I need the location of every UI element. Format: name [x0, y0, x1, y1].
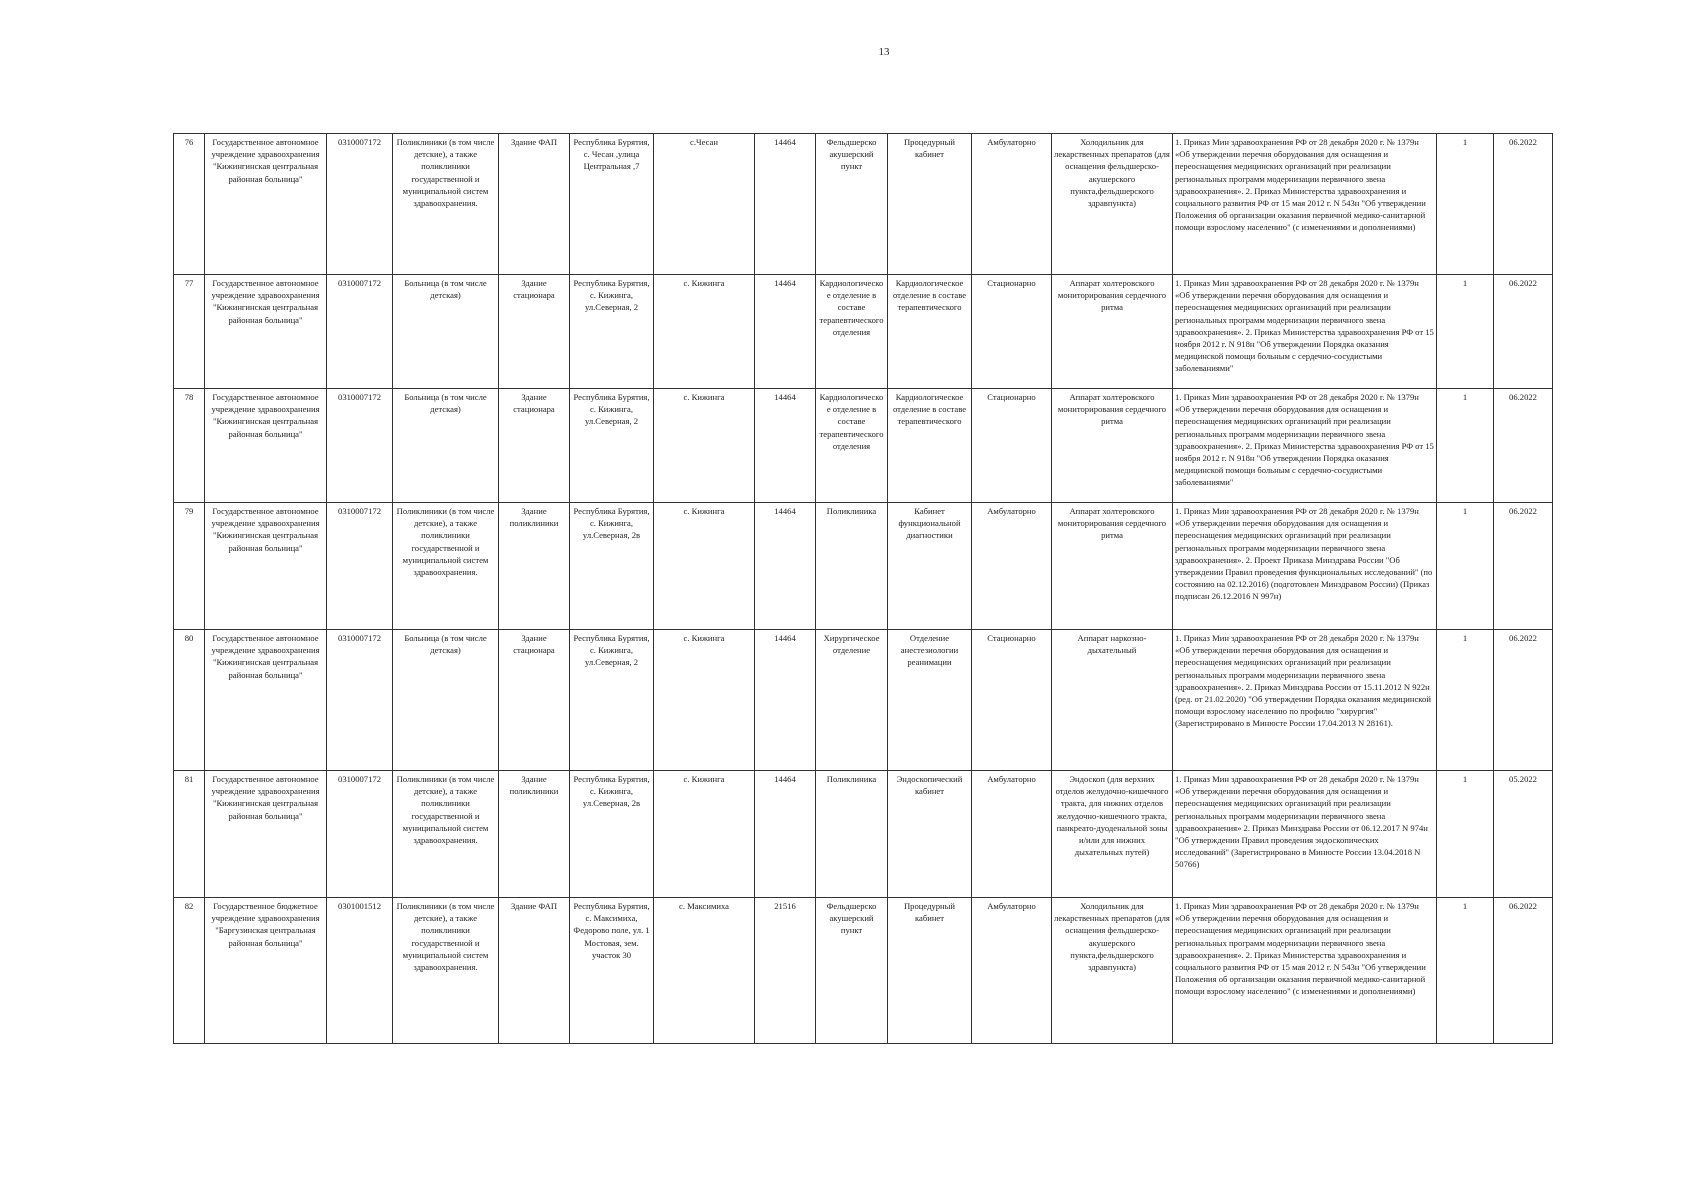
- cell-unit: Фельдшерско акушерский пункт: [816, 898, 888, 1044]
- cell-equipment: Аппарат холтеровского мониторирования сердечного ритма: [1052, 389, 1173, 503]
- cell-unit: Поликлиника: [816, 503, 888, 630]
- cell-building: Здание поликлиники: [499, 771, 570, 898]
- cell-equipment: Эндоскоп (для верхних отделов желудочно-кишечного тракта, для нижних отделов желудочно-кишечного тракта, панкреато-дуоденальной зоны и/или для нижних дыхательных путей): [1052, 771, 1173, 898]
- table-row: [174, 771, 1553, 898]
- cell-legal-basis: 1. Приказ Мин здравоохранения РФ от 28 декабря 2020 г. № 1379н «Об утверждении перечня оборудования для оснащения и переоснащения медицинских организаций при реализации региональных программ модернизации первичного звена здравоохранения». 2. Приказ Министерства здравоохранения и социального развития РФ от 15 мая 2012 г. N 543н "Об утверждении Положения об организации оказания первичной медико-санитарной помощи взрослому населению" (с изменениями и дополнениями): [1173, 898, 1437, 1044]
- cell-quantity: 1: [1437, 275, 1494, 389]
- cell-unit: Кардиологическое отделение в составе терапевтического отделения: [816, 389, 888, 503]
- cell-equipment: Холодильник для лекарственных препаратов (для оснащения фельдшерско-акушерского пункта,фельдшерского здравпункта): [1052, 134, 1173, 275]
- cell-address: Республика Бурятия, с. Чесан ,улица Центральная ,7: [570, 134, 654, 275]
- cell-care-type: Амбулаторно: [972, 134, 1052, 275]
- table-row: [174, 275, 1553, 389]
- cell-organization: Государственное автономное учреждение здравоохранения "Кижингинская центральная районная больница": [205, 771, 327, 898]
- cell-room: Кабинет функциональной диагностики: [888, 503, 972, 630]
- cell-facility-type: Больница (в том числе детская): [393, 275, 499, 389]
- cell-room: Процедурный кабинет: [888, 134, 972, 275]
- cell-facility-type: Поликлиники (в том числе детские), а также поликлиники государственной и муниципальной систем здравоохранения.: [393, 898, 499, 1044]
- cell-oktmo: 14464: [755, 503, 816, 630]
- cell-room: Кардиологическое отделение в составе терапевтического: [888, 275, 972, 389]
- cell-equipment: Аппарат холтеровского мониторирования сердечного ритма: [1052, 503, 1173, 630]
- cell-address: Республика Бурятия, с. Кижинга, ул.Северная, 2: [570, 275, 654, 389]
- cell-equipment: Аппарат наркозно-дыхательный: [1052, 630, 1173, 771]
- cell-building: Здание поликлиники: [499, 503, 570, 630]
- cell-care-type: Амбулаторно: [972, 771, 1052, 898]
- cell-quantity: 1: [1437, 898, 1494, 1044]
- cell-legal-basis: 1. Приказ Мин здравоохранения РФ от 28 декабря 2020 г. № 1379н «Об утверждении перечня оборудования для оснащения и переоснащения медицинских организаций при реализации региональных программ модернизации первичного звена здравоохранения». 2. Приказ Министерства здравоохранения и социального развития РФ от 15 мая 2012 г. N 543н "Об утверждении Положения об организации оказания первичной медико-санитарной помощи взрослому населению" (с изменениями и дополнениями): [1173, 134, 1437, 275]
- cell-code: 0310007172: [327, 389, 393, 503]
- table-row: [174, 630, 1553, 771]
- table-row: [174, 898, 1553, 1044]
- cell-legal-basis: 1. Приказ Мин здравоохранения РФ от 28 декабря 2020 г. № 1379н «Об утверждении перечня оборудования для оснащения и переоснащения медицинских организаций при реализации региональных программ модернизации первичного звена здравоохранения». 2. Приказ Минздрава России от 15.11.2012 N 922н (ред. от 21.02.2020) "Об утверждении Порядка оказания медицинской помощи взрослому населению по профилю "хирургия" (Зарегистрировано в Минюсте России 17.04.2013 N 28161).: [1173, 630, 1437, 771]
- table-row: [174, 503, 1553, 630]
- cell-organization: Государственное автономное учреждение здравоохранения "Кижингинская центральная районная больница": [205, 134, 327, 275]
- cell-locality: с. Кижинга: [654, 771, 755, 898]
- cell-care-type: Амбулаторно: [972, 898, 1052, 1044]
- cell-number: 81: [174, 771, 205, 898]
- cell-date: 05.2022: [1494, 771, 1553, 898]
- cell-oktmo: 14464: [755, 630, 816, 771]
- cell-building: Здание ФАП: [499, 898, 570, 1044]
- cell-quantity: 1: [1437, 771, 1494, 898]
- cell-number: 82: [174, 898, 205, 1044]
- cell-unit: Кардиологическое отделение в составе терапевтического отделения: [816, 275, 888, 389]
- cell-room: Кардиологическое отделение в составе терапевтического: [888, 389, 972, 503]
- cell-oktmo: 21516: [755, 898, 816, 1044]
- cell-equipment: Аппарат холтеровского мониторирования сердечного ритма: [1052, 275, 1173, 389]
- cell-code: 0310007172: [327, 275, 393, 389]
- cell-locality: с.Чесан: [654, 134, 755, 275]
- cell-locality: с. Кижинга: [654, 389, 755, 503]
- cell-oktmo: 14464: [755, 389, 816, 503]
- cell-organization: Государственное автономное учреждение здравоохранения "Кижингинская центральная районная больница": [205, 630, 327, 771]
- cell-date: 06.2022: [1494, 898, 1553, 1044]
- cell-care-type: Стационарно: [972, 389, 1052, 503]
- cell-building: Здание стационара: [499, 275, 570, 389]
- cell-oktmo: 14464: [755, 275, 816, 389]
- cell-organization: Государственное автономное учреждение здравоохранения "Кижингинская центральная районная больница": [205, 275, 327, 389]
- cell-date: 06.2022: [1494, 275, 1553, 389]
- page-number: 13: [878, 46, 890, 58]
- cell-quantity: 1: [1437, 134, 1494, 275]
- cell-unit: Хирургическое отделение: [816, 630, 888, 771]
- cell-care-type: Стационарно: [972, 275, 1052, 389]
- cell-building: Здание стационара: [499, 389, 570, 503]
- cell-code: 0310007172: [327, 503, 393, 630]
- cell-legal-basis: 1. Приказ Мин здравоохранения РФ от 28 декабря 2020 г. № 1379н «Об утверждении перечня оборудования для оснащения и переоснащения медицинских организаций при реализации региональных программ модернизации первичного звена здравоохранения». 2. Проект Приказа Минздрава России "Об утверждении Правил проведения функциональных исследований" (по состоянию на 02.12.2016) (подготовлен Минздравом России) (Приказ подписан 26.12.2016 N 997н): [1173, 503, 1437, 630]
- cell-address: Республика Бурятия, с. Кижинга, ул.Северная, 2: [570, 389, 654, 503]
- cell-quantity: 1: [1437, 503, 1494, 630]
- cell-oktmo: 14464: [755, 134, 816, 275]
- cell-room: Эндоскопический кабинет: [888, 771, 972, 898]
- cell-oktmo: 14464: [755, 771, 816, 898]
- cell-date: 06.2022: [1494, 389, 1553, 503]
- cell-facility-type: Больница (в том числе детская): [393, 389, 499, 503]
- cell-room: Процедурный кабинет: [888, 898, 972, 1044]
- cell-date: 06.2022: [1494, 134, 1553, 275]
- cell-number: 80: [174, 630, 205, 771]
- cell-organization: Государственное автономное учреждение здравоохранения "Кижингинская центральная районная больница": [205, 389, 327, 503]
- cell-unit: Фельдшерско акушерский пункт: [816, 134, 888, 275]
- cell-building: Здание ФАП: [499, 134, 570, 275]
- cell-legal-basis: 1. Приказ Мин здравоохранения РФ от 28 декабря 2020 г. № 1379н «Об утверждении перечня оборудования для оснащения и переоснащения медицинских организаций при реализации региональных программ модернизации первичного звена здравоохранения». 2. Приказ Министерства здравоохранения РФ от 15 ноября 2012 г. N 918н "Об утверждении Порядка оказания медицинской помощи больным с сердечно-сосудистыми заболеваниями": [1173, 389, 1437, 503]
- cell-number: 77: [174, 275, 205, 389]
- cell-address: Республика Бурятия, с. Кижинга, ул.Северная, 2: [570, 630, 654, 771]
- cell-facility-type: Поликлиники (в том числе детские), а также поликлиники государственной и муниципальной систем здравоохранения.: [393, 771, 499, 898]
- cell-facility-type: Поликлиники (в том числе детские), а также поликлиники государственной и муниципальной систем здравоохранения.: [393, 134, 499, 275]
- cell-facility-type: Больница (в том числе детская): [393, 630, 499, 771]
- table-row: [174, 134, 1553, 275]
- equipment-registry-table: [173, 133, 1553, 1044]
- cell-unit: Поликлиника: [816, 771, 888, 898]
- cell-legal-basis: 1. Приказ Мин здравоохранения РФ от 28 декабря 2020 г. № 1379н «Об утверждении перечня оборудования для оснащения и переоснащения медицинских организаций при реализации региональных программ модернизации первичного звена здравоохранения». 2. Приказ Министерства здравоохранения РФ от 15 ноября 2012 г. N 918н "Об утверждении Порядка оказания медицинской помощи больным с сердечно-сосудистыми заболеваниями": [1173, 275, 1437, 389]
- cell-organization: Государственное бюджетное учреждение здравоохранения "Баргузинская центральная районная больница": [205, 898, 327, 1044]
- cell-locality: с. Кижинга: [654, 630, 755, 771]
- cell-number: 79: [174, 503, 205, 630]
- cell-address: Республика Бурятия, с. Кижинга, ул.Северная, 2в: [570, 771, 654, 898]
- cell-facility-type: Поликлиники (в том числе детские), а также поликлиники государственной и муниципальной систем здравоохранения.: [393, 503, 499, 630]
- cell-address: Республика Бурятия, с. Кижинга, ул.Северная, 2в: [570, 503, 654, 630]
- cell-number: 76: [174, 134, 205, 275]
- cell-code: 0310007172: [327, 771, 393, 898]
- cell-quantity: 1: [1437, 389, 1494, 503]
- cell-locality: с. Кижинга: [654, 503, 755, 630]
- cell-number: 78: [174, 389, 205, 503]
- cell-legal-basis: 1. Приказ Мин здравоохранения РФ от 28 декабря 2020 г. № 1379н «Об утверждении перечня оборудования для оснащения и переоснащения медицинских организаций при реализации региональных программ модернизации первичного звена здравоохранения» 2. Приказ Минздрава России от 06.12.2017 N 974н "Об утверждении Правил проведения эндоскопических исследований" (Зарегистрировано в Минюсте России 13.04.2018 N 50766): [1173, 771, 1437, 898]
- cell-building: Здание стационара: [499, 630, 570, 771]
- cell-code: 0301001512: [327, 898, 393, 1044]
- cell-date: 06.2022: [1494, 503, 1553, 630]
- cell-locality: с. Максимиха: [654, 898, 755, 1044]
- cell-care-type: Стационарно: [972, 630, 1052, 771]
- cell-code: 0310007172: [327, 630, 393, 771]
- cell-address: Республика Бурятия, с. Максимиха, Федорово поле, ул. 1 Мостовая, зем. участок 30: [570, 898, 654, 1044]
- cell-care-type: Амбулаторно: [972, 503, 1052, 630]
- table-row: [174, 389, 1553, 503]
- cell-code: 0310007172: [327, 134, 393, 275]
- cell-organization: Государственное автономное учреждение здравоохранения "Кижингинская центральная районная больница": [205, 503, 327, 630]
- cell-locality: с. Кижинга: [654, 275, 755, 389]
- cell-room: Отделение анестезиологии реанимации: [888, 630, 972, 771]
- cell-date: 06.2022: [1494, 630, 1553, 771]
- cell-quantity: 1: [1437, 630, 1494, 771]
- cell-equipment: Холодильник для лекарственных препаратов (для оснащения фельдшерско-акушерского пункта,фельдшерского здравпункта): [1052, 898, 1173, 1044]
